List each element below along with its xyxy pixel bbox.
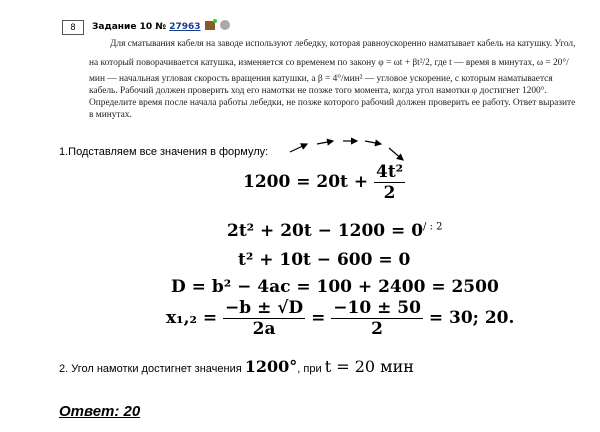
task-line-6: в минутах. bbox=[89, 110, 132, 120]
answer: Ответ: 20 bbox=[59, 403, 141, 420]
arrows-annotation bbox=[285, 136, 410, 164]
eq5-denominator-2: 2 bbox=[371, 319, 383, 339]
task-title bbox=[92, 20, 230, 34]
step2-prefix: 2. Угол намотки достигнет значения bbox=[59, 363, 245, 375]
equation-5 bbox=[166, 298, 514, 339]
equation-1 bbox=[243, 162, 405, 203]
status-circle-icon[interactable] bbox=[220, 20, 230, 30]
step2-time: t = 20 мин bbox=[324, 357, 414, 376]
eq2-note: / : 2 bbox=[423, 221, 443, 233]
equation-2 bbox=[227, 221, 443, 241]
equation-3: t² + 10t − 600 = 0 bbox=[238, 250, 411, 270]
eq1-denominator: 2 bbox=[383, 183, 396, 203]
step2-angle: 1200° bbox=[244, 357, 298, 376]
equation-4: D = b² − 4ac = 100 + 2400 = 2500 bbox=[171, 277, 499, 297]
eq5-right: = 30; 20. bbox=[422, 308, 515, 328]
task-line-4: кабель. Рабочий должен проверить ход его намотки не позже того момента, когда угол намотки φ достигнет 1200°. bbox=[89, 86, 547, 96]
task-line-1: Для сматывания кабеля на заводе используют лебедку, которая равноускоренно наматывает кабель на катушку. Угол, bbox=[110, 39, 576, 49]
task-title-text: Задание 10 № bbox=[92, 22, 167, 32]
eq5-numerator-2: −10 ± 50 bbox=[333, 298, 421, 318]
eq5-denominator-1: 2a bbox=[252, 319, 276, 339]
task-id-link[interactable]: 27963 bbox=[169, 22, 201, 32]
step2-mid: , при bbox=[297, 363, 325, 375]
task-line-5: Определите время после начала работы лебедки, не позже которого рабочий должен проверить ее работу. Ответ выразите bbox=[89, 98, 576, 108]
step-2-text bbox=[59, 357, 414, 376]
step-1-text: 1.Подставляем все значения в формулу: bbox=[59, 146, 269, 158]
eq1-left: 1200 = 20t + bbox=[243, 172, 374, 192]
eq1-numerator: 4t² bbox=[376, 162, 404, 182]
eq5-left: x₁,₂ = bbox=[166, 308, 224, 328]
task-number-box: 8 bbox=[62, 20, 84, 35]
eq5-numerator-1: −b ± √D bbox=[225, 298, 304, 318]
eq2-text: 2t² + 20t − 1200 = 0 bbox=[227, 221, 424, 241]
task-line-3: мин — начальная угловая скорость вращения катушки, а β = 4°/мин² — угловое ускорение, с которым наматывается bbox=[89, 74, 553, 84]
eq5-mid: = bbox=[305, 308, 332, 328]
box-icon[interactable] bbox=[205, 21, 215, 30]
task-line-2: на который поворачивается катушка, изменяется со временем по закону φ = ωt + βt²/2, где t — время в минутах, ω = 20°/ bbox=[89, 58, 569, 68]
